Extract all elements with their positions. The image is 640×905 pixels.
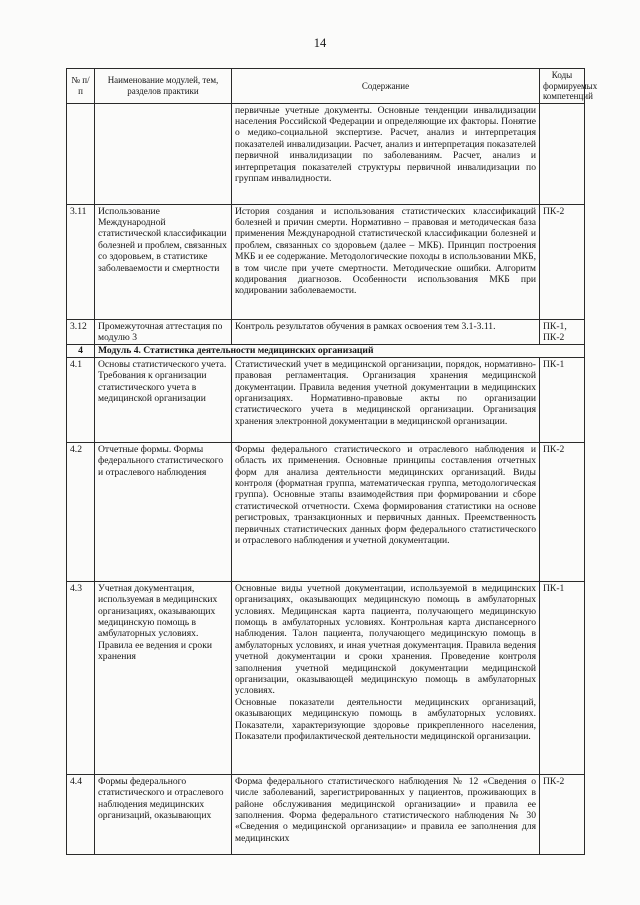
row-number: 4.4 [67, 774, 95, 854]
header-content: Содержание [232, 69, 540, 104]
table-row [67, 581, 585, 774]
topic-name: Формы федерального статистического и отраслевого наблюдения медицинских организаций, оказывающих [95, 774, 232, 854]
topic-content [232, 774, 540, 854]
topic-name: Основы статистического учета. Требования к организации статистического учета в медицинской организации [95, 357, 232, 442]
curriculum-table [66, 68, 598, 855]
topic-name: Промежуточная аттестация по модулю 3 [95, 319, 232, 345]
topic-content [232, 442, 540, 581]
competency-code: ПК-1, ПК-2 [540, 319, 585, 345]
content-paragraph: Статистический учет в медицинской организации, порядок, нормативно-правовая регламентация. Организация хранения медицинской документации. Правила ведения учетной документации в медицинских организациях. Нормативно-правовые акты по организации статистического учета в медицинской организации. Организация хранения электронной документации в медицинской организации. [235, 358, 536, 427]
competency-code: ПК-2 [540, 442, 585, 581]
competency-code [540, 103, 585, 204]
row-number: 4.1 [67, 357, 95, 442]
header-codes: Коды формируемых компетенций [540, 69, 585, 104]
competency-code: ПК-1 [540, 357, 585, 442]
header-name: Наименование модулей, тем, разделов практики [95, 69, 232, 104]
table-row [67, 774, 585, 854]
table-row [67, 357, 585, 442]
content-paragraph: первичные учетные документы. Основные тенденции инвалидизации населения Российской Федерации и определяющие их факторы. Понятие о медико-социальной экспертизе. Расчет, анализ и интерпретация показателей инвалидизации. Расчет, анализ и интерпретация показателей первичной инвалидизации по заболеваниям. Расчет, анализ и интерпретация показателей структуры первичной инвалидизации по группам инвалидности. [235, 104, 536, 184]
content-paragraph: Форма федерального статистического наблюдения № 12 «Сведения о числе заболеваний, зарегистрированных у пациентов, проживающих в районе обслуживания медицинской организации» и правила ее заполнения. Форма федерального статистического наблюдения № 30 «Сведения о медицинской организации» и правила ее заполнения для медицинских [235, 775, 536, 844]
page-number: 14 [313, 36, 327, 50]
topic-content [232, 319, 540, 345]
table-row [67, 204, 585, 319]
content-paragraph: Основные показатели деятельности медицинских организаций, оказывающих медицинскую помощь в амбулаторных условиях. Показатели, характеризующие здоровье прикрепленного населения, Показатели профилактической деятельности медицинской организации. [235, 696, 536, 742]
topic-name: Отчетные формы. Формы федерального статистического и отраслевого наблюдения [95, 442, 232, 581]
module-number: 4 [67, 345, 95, 357]
topic-name [95, 103, 232, 204]
row-number: 3.11 [67, 204, 95, 319]
row-number: 4.2 [67, 442, 95, 581]
topic-name: Использование Международной статистической классификации болезней и проблем, связанных со здоровьем, в статистике заболеваемости и смертности [95, 204, 232, 319]
content-paragraph: Формы федерального статистического и отраслевого наблюдения и область их применения. Основные принципы составления отчетных форм для анализа деятельности медицинских организаций. Виды контроля (форматная группа, математическая группа, методологическая группа). Основные этапы взаимодействия при формировании и сборе статистической отчетности. Схема формирования статистики на основе регистровых, транзакционных и первичных данных. Преемственность первичных статистических данных форм федерального статистического и отраслевого наблюдения и учетной документации. [235, 443, 536, 546]
competency-code: ПК-2 [540, 774, 585, 854]
module-row [67, 345, 585, 357]
table-row [67, 319, 585, 345]
topic-name: Учетная документация, используемая в медицинских организациях, оказывающих медицинскую помощь в амбулаторных условиях. Правила ее ведения и сроки хранения [95, 581, 232, 774]
header-num: № п/п [67, 69, 95, 104]
topic-content [232, 581, 540, 774]
topic-content [232, 204, 540, 319]
row-number: 4.3 [67, 581, 95, 774]
topic-content [232, 357, 540, 442]
table-header-row [67, 69, 585, 104]
competency-code: ПК-2 [540, 204, 585, 319]
content-paragraph: Основные виды учетной документации, используемой в медицинских организациях, оказывающих медицинскую помощь в амбулаторных условиях. Медицинская карта пациента, получающего медицинскую помощь в амбулаторных условиях. Контрольная карта диспансерного наблюдения. Талон пациента, получающего медицинскую помощь в амбулаторных условиях, и иная учетная документация. Правила ведения учетной документации и сроки хранения. Проведение контроля заполнения учетной медицинской документации медицинской организации, оказывающей медицинскую помощь в амбулаторных условиях. [235, 582, 536, 697]
competency-code: ПК-1 [540, 581, 585, 774]
module-title: Модуль 4. Статистика деятельности медицинских организаций [95, 345, 585, 357]
row-number: 3.12 [67, 319, 95, 345]
row-number [67, 103, 95, 204]
content-paragraph: Контроль результатов обучения в рамках освоения тем 3.1-3.11. [235, 320, 496, 332]
table-row [67, 442, 585, 581]
table-row [67, 103, 585, 204]
content-paragraph: История создания и использования статистических классификаций болезней и причин смерти. Нормативно – правовая и методическая база применения Международной статистической классификации болезней и проблем, связанных со здоровьем (далее – МКБ). Принцип построения МКБ и ее содержание. Методологические походы в использовании МКБ, в том числе при учете смертности. Методические ошибки. Алгоритм кодирования диагнозов. Особенности использования МКБ при кодировании заболеваемости. [235, 205, 536, 297]
topic-content [232, 103, 540, 204]
